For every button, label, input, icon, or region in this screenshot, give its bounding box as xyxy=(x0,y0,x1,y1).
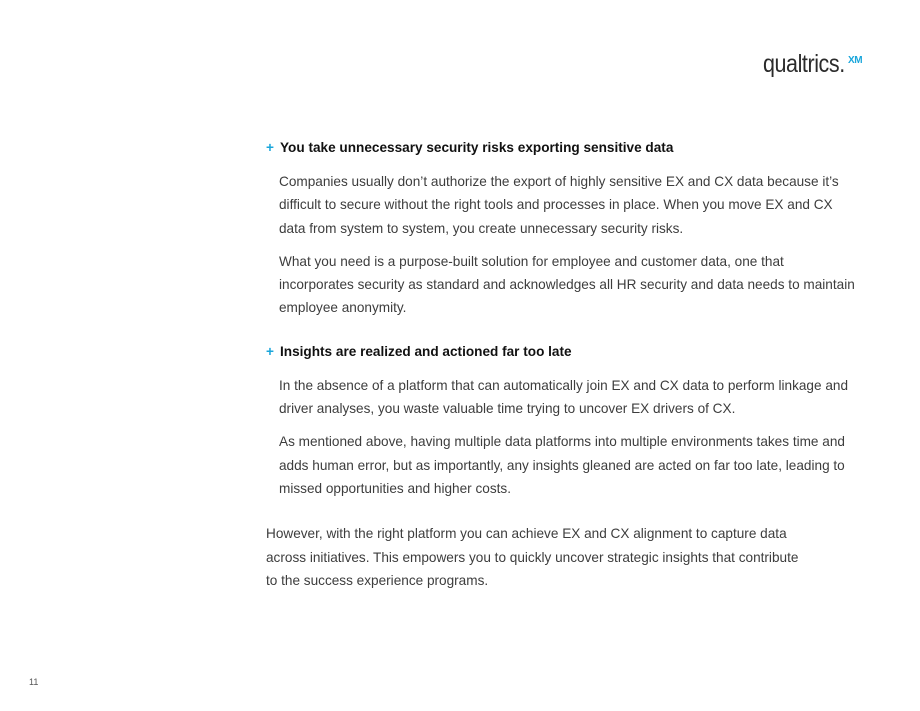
page-content xyxy=(266,138,866,592)
body-paragraph: Companies usually don’t authorize the export of highly sensitive EX and CX data because it’s difficult to secure without the right tools and processes in place. When you move EX and CX data from system to system, you create unnecessary security risks. xyxy=(279,174,839,236)
section-insights-late xyxy=(266,342,866,500)
plus-icon: + xyxy=(266,343,274,359)
page-number: 11 xyxy=(29,677,39,687)
section-security-risks xyxy=(266,138,866,320)
logo-xm-mark: XM xyxy=(848,55,863,66)
body-paragraph: In the absence of a platform that can automatically join EX and CX data to perform linkage and driver analyses, you waste valuable time trying to uncover EX drivers of CX. xyxy=(279,377,849,417)
plus-icon: + xyxy=(266,140,274,155)
closing-paragraph: However, with the right platform you can achieve EX and CX alignment to capture data across initiatives. This empowers you to quickly uncover strategic insights that contribute to the success experience programs. xyxy=(266,526,799,588)
qualtrics-logo xyxy=(763,52,862,77)
section-heading xyxy=(266,138,866,158)
body-paragraph: What you need is a purpose-built solution for employee and customer data, one that incorporates security as standard and acknowledges all HR security and data needs to maintain employee anonymity. xyxy=(279,253,855,316)
section-heading-text: Insights are realized and actioned far too late xyxy=(280,343,572,359)
section-heading-text: You take unnecessary security risks exporting sensitive data xyxy=(280,140,674,155)
section-heading xyxy=(266,342,866,362)
body-paragraph: As mentioned above, having multiple data platforms into multiple environments takes time and adds human error, but as importantly, any insights gleaned are acted on far too late, leading to missed opportunities and higher costs. xyxy=(279,434,845,496)
logo-wordmark: qualtrics. xyxy=(763,50,845,78)
